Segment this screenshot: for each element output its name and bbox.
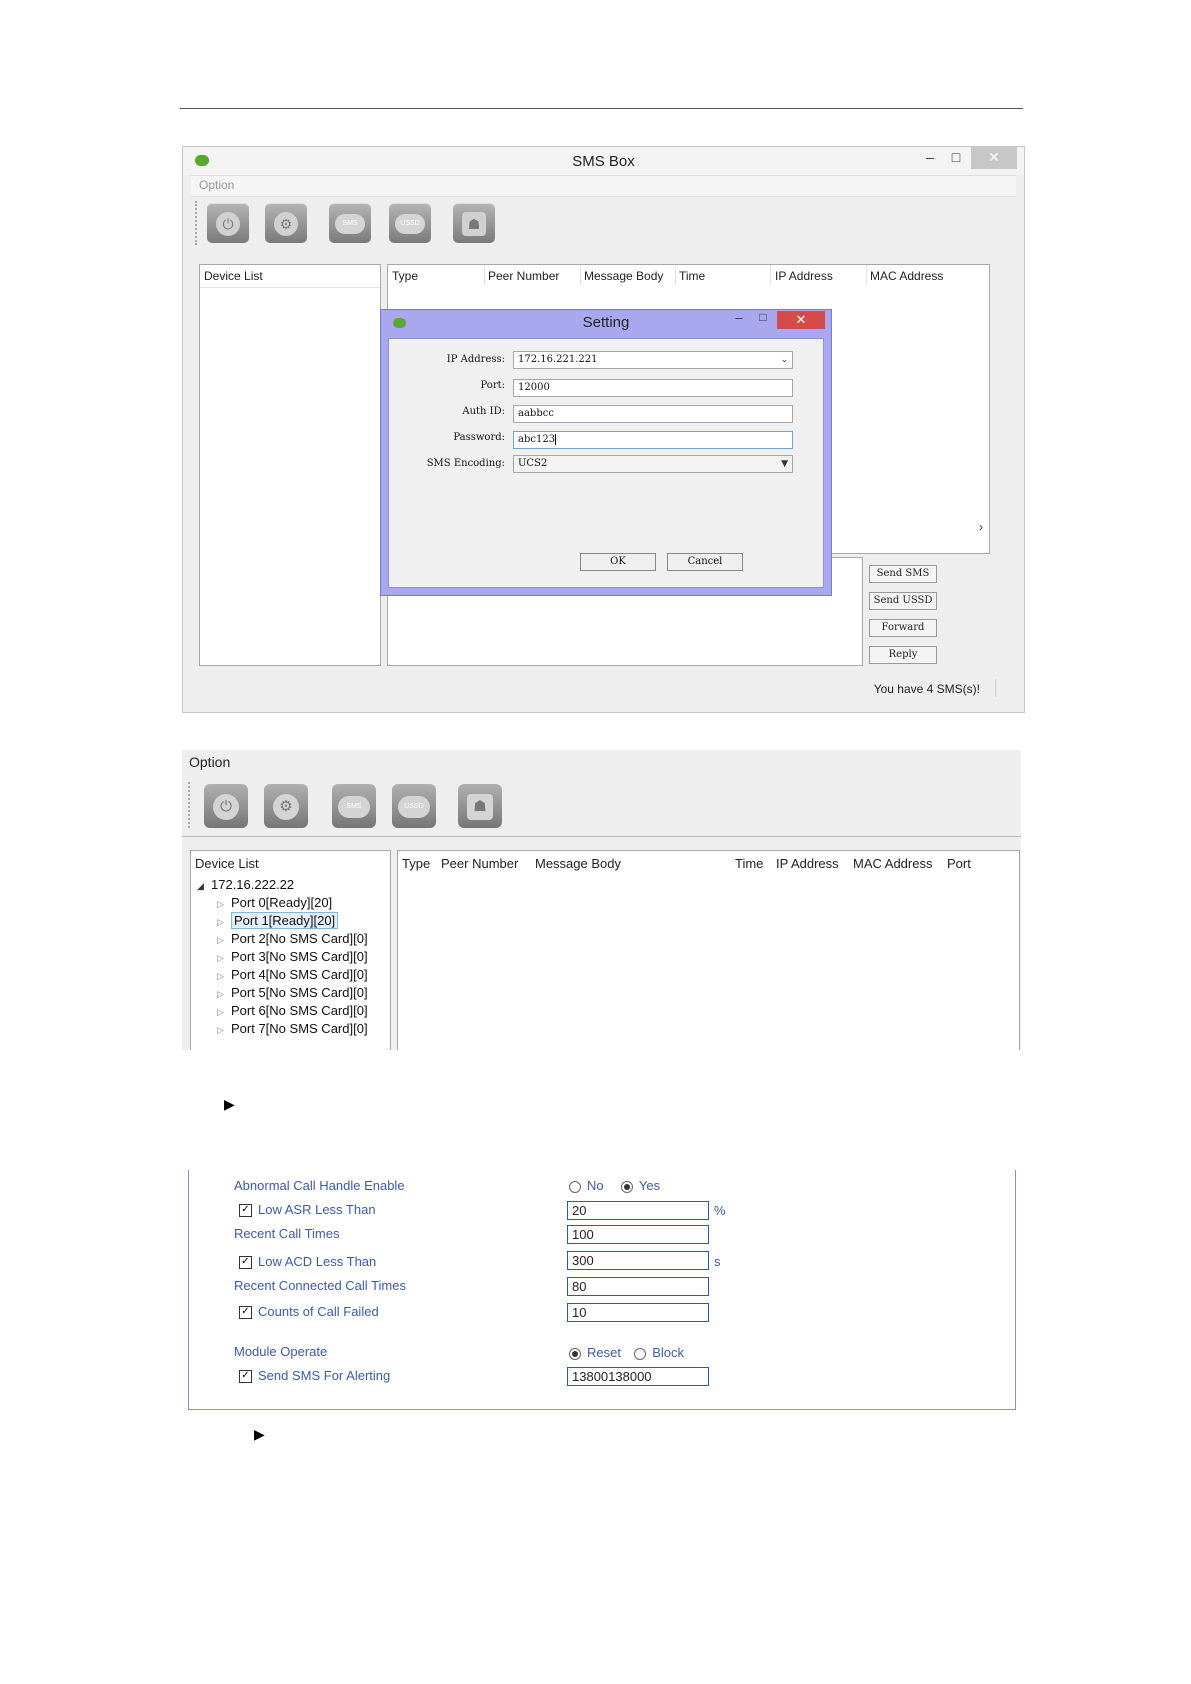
toolbar-grip[interactable]: [195, 201, 199, 245]
col-peer-number[interactable]: Peer Number: [488, 269, 560, 283]
col-peer-number[interactable]: Peer Number: [441, 856, 519, 871]
port-field[interactable]: 12000: [513, 379, 793, 397]
maximize-icon[interactable]: □: [951, 149, 961, 165]
tree-port-item[interactable]: [217, 931, 368, 946]
yes-radio[interactable]: [621, 1181, 633, 1193]
low-asr-label: Low ASR Less Than: [258, 1202, 376, 1217]
no-radio-label: No: [587, 1178, 604, 1193]
tree-port-item[interactable]: [217, 913, 338, 928]
abnormal-call-form: [188, 1170, 1016, 1410]
setting-dialog: [380, 309, 832, 596]
settings-button[interactable]: [265, 203, 307, 243]
scroll-right-icon[interactable]: ›: [979, 520, 983, 534]
send-ussd-button[interactable]: Send USSD: [869, 592, 937, 610]
seconds-unit: s: [714, 1254, 721, 1269]
bullet-arrow-icon: ▶: [254, 1426, 265, 1442]
send-sms-button[interactable]: Send SMS: [869, 565, 937, 583]
tree-port-item[interactable]: [217, 895, 332, 910]
send-sms-field[interactable]: 13800138000: [567, 1367, 709, 1386]
port-label: Port 7[No SMS Card][0]: [231, 1021, 368, 1036]
port-label: Port 0[Ready][20]: [231, 895, 333, 910]
tree-port-item[interactable]: [217, 949, 368, 964]
bullet-arrow-icon: ▶: [224, 1096, 235, 1112]
col-time[interactable]: Time: [679, 269, 706, 283]
send-sms-option: [239, 1368, 390, 1383]
send-sms-label: Send SMS For Alerting: [258, 1368, 391, 1383]
tree-port-item[interactable]: [217, 985, 368, 1000]
toolbar: [182, 774, 1021, 837]
counts-failed-option: [239, 1304, 379, 1319]
collapsed-arrow-icon: ▷: [217, 1025, 224, 1035]
dialog-title: Setting: [582, 314, 630, 331]
sms-encoding-label: SMS Encoding:: [426, 458, 505, 469]
sms-button[interactable]: [329, 203, 371, 243]
password-value: abc123: [518, 434, 556, 445]
port-label: Port 4[No SMS Card][0]: [231, 967, 368, 982]
tree-port-item[interactable]: [217, 1021, 368, 1036]
reset-radio-label: Reset: [587, 1345, 621, 1360]
ussd-button[interactable]: [389, 203, 431, 243]
toolbar: [191, 195, 1016, 251]
menu-option[interactable]: Option: [199, 178, 235, 192]
counts-failed-checkbox[interactable]: ✓: [239, 1306, 252, 1319]
col-type[interactable]: Type: [392, 269, 419, 283]
send-sms-checkbox[interactable]: ✓: [239, 1370, 252, 1383]
contacts-button[interactable]: [458, 784, 502, 828]
password-field[interactable]: [513, 431, 793, 449]
port-label-selected: Port 1[Ready][20]: [231, 912, 338, 929]
collapsed-arrow-icon: ▷: [217, 917, 224, 927]
page-divider: [180, 108, 1023, 109]
col-message-body[interactable]: Message Body: [535, 856, 621, 871]
reply-button[interactable]: Reply: [869, 646, 937, 664]
ip-address-value: 172.16.221.221: [518, 354, 598, 365]
module-operate-radios: [569, 1345, 684, 1360]
sms-encoding-select[interactable]: [513, 455, 793, 473]
recent-connected-label: Recent Connected Call Times: [234, 1278, 406, 1293]
power-button[interactable]: [204, 784, 248, 828]
collapsed-arrow-icon: ▷: [217, 953, 224, 963]
menu-option[interactable]: Option: [189, 754, 231, 770]
ok-button[interactable]: OK: [580, 553, 656, 571]
settings-button[interactable]: [264, 784, 308, 828]
user-icon: ☗: [467, 794, 493, 820]
collapsed-arrow-icon: ▷: [217, 989, 224, 999]
power-button[interactable]: [207, 203, 249, 243]
auth-id-field[interactable]: aabbcc: [513, 405, 793, 423]
ip-address-select[interactable]: [513, 351, 793, 369]
maximize-icon[interactable]: □: [759, 310, 767, 324]
reset-radio[interactable]: [569, 1348, 581, 1360]
block-radio[interactable]: [634, 1348, 646, 1360]
abnormal-call-radios: [569, 1178, 660, 1193]
forward-button[interactable]: Forward: [869, 619, 937, 637]
no-radio[interactable]: [569, 1181, 581, 1193]
ip-address-label: IP Address:: [446, 354, 505, 365]
sms-icon: SMS: [338, 796, 370, 818]
low-acd-checkbox[interactable]: ✓: [239, 1256, 252, 1269]
collapsed-arrow-icon: ▷: [217, 935, 224, 945]
port-label: Port:: [480, 380, 505, 391]
col-mac-address[interactable]: MAC Address: [853, 856, 933, 871]
window-title: SMS Box: [572, 153, 635, 170]
device-list-window: [182, 750, 1021, 1050]
toolbar-grip[interactable]: [188, 782, 192, 828]
low-asr-field[interactable]: 20: [567, 1201, 709, 1220]
device-tree-panel: [190, 850, 391, 1050]
recent-call-label: Recent Call Times: [234, 1226, 340, 1241]
collapsed-arrow-icon: ▷: [217, 971, 224, 981]
title-bar: [183, 147, 1024, 175]
gear-icon: ⚙: [273, 794, 299, 820]
sms-icon: SMS: [335, 214, 365, 234]
caret-down-icon: ▼: [781, 459, 788, 469]
tree-port-item[interactable]: [217, 1003, 368, 1018]
ussd-icon: USSD: [395, 214, 425, 234]
minimize-icon[interactable]: –: [735, 310, 743, 325]
minimize-icon[interactable]: –: [926, 149, 934, 165]
low-asr-checkbox[interactable]: ✓: [239, 1204, 252, 1217]
menu-bar: [191, 175, 1016, 197]
port-label: Port 5[No SMS Card][0]: [231, 985, 368, 1000]
password-label: Password:: [453, 432, 505, 443]
port-label: Port 2[No SMS Card][0]: [231, 931, 368, 946]
col-ip-address[interactable]: IP Address: [776, 856, 839, 871]
tree-port-item[interactable]: [217, 967, 368, 982]
col-message-body[interactable]: Message Body: [584, 269, 664, 283]
recent-call-field[interactable]: 100: [567, 1225, 709, 1244]
status-text: You have 4 SMS(s)!: [873, 682, 980, 696]
sms-button[interactable]: [332, 784, 376, 828]
module-operate-label: Module Operate: [234, 1344, 328, 1359]
auth-id-label: Auth ID:: [462, 406, 505, 417]
ussd-button[interactable]: [392, 784, 436, 828]
expanded-arrow-icon: ◢: [197, 881, 204, 891]
power-icon: ⏻: [216, 212, 240, 236]
port-label: Port 6[No SMS Card][0]: [231, 1003, 368, 1018]
dialog-body: [388, 338, 824, 588]
device-list-header: Device List: [204, 269, 263, 283]
ussd-icon: USSD: [398, 796, 430, 818]
collapsed-arrow-icon: ▷: [217, 1007, 224, 1017]
message-table: [397, 850, 1020, 1050]
col-type[interactable]: Type: [402, 856, 431, 871]
tree-root[interactable]: [197, 877, 294, 892]
collapsed-arrow-icon: ▷: [217, 899, 224, 909]
contacts-button[interactable]: [453, 203, 495, 243]
yes-radio-label: Yes: [638, 1178, 661, 1193]
block-radio-label: Block: [652, 1345, 685, 1360]
col-port[interactable]: Port: [947, 856, 971, 871]
chevron-down-icon: ⌄: [780, 355, 788, 365]
sms-encoding-value: UCS2: [518, 458, 548, 469]
recent-connected-field[interactable]: 80: [567, 1277, 709, 1296]
device-list-header: Device List: [195, 856, 259, 871]
counts-failed-field[interactable]: 10: [567, 1303, 709, 1322]
user-icon: ☗: [462, 212, 486, 236]
close-icon[interactable]: ✕: [971, 147, 1017, 169]
tree-root-label: 172.16.222.22: [211, 877, 295, 892]
port-label: Port 3[No SMS Card][0]: [231, 949, 368, 964]
low-acd-option: [239, 1254, 376, 1269]
col-mac-address[interactable]: MAC Address: [870, 269, 944, 283]
low-acd-label: Low ACD Less Than: [258, 1254, 377, 1269]
gear-icon: ⚙: [274, 212, 298, 236]
device-list-panel: [199, 264, 381, 666]
col-ip-address[interactable]: IP Address: [775, 269, 833, 283]
abnormal-call-label: Abnormal Call Handle Enable: [234, 1178, 405, 1193]
low-asr-option: [239, 1202, 376, 1217]
percent-unit: %: [714, 1203, 726, 1218]
col-time[interactable]: Time: [735, 856, 764, 871]
low-acd-field[interactable]: 300: [567, 1251, 709, 1270]
close-icon[interactable]: ✕: [777, 311, 825, 329]
power-icon: ⏻: [213, 794, 239, 820]
counts-failed-label: Counts of Call Failed: [258, 1304, 379, 1319]
cancel-button[interactable]: Cancel: [667, 553, 743, 571]
